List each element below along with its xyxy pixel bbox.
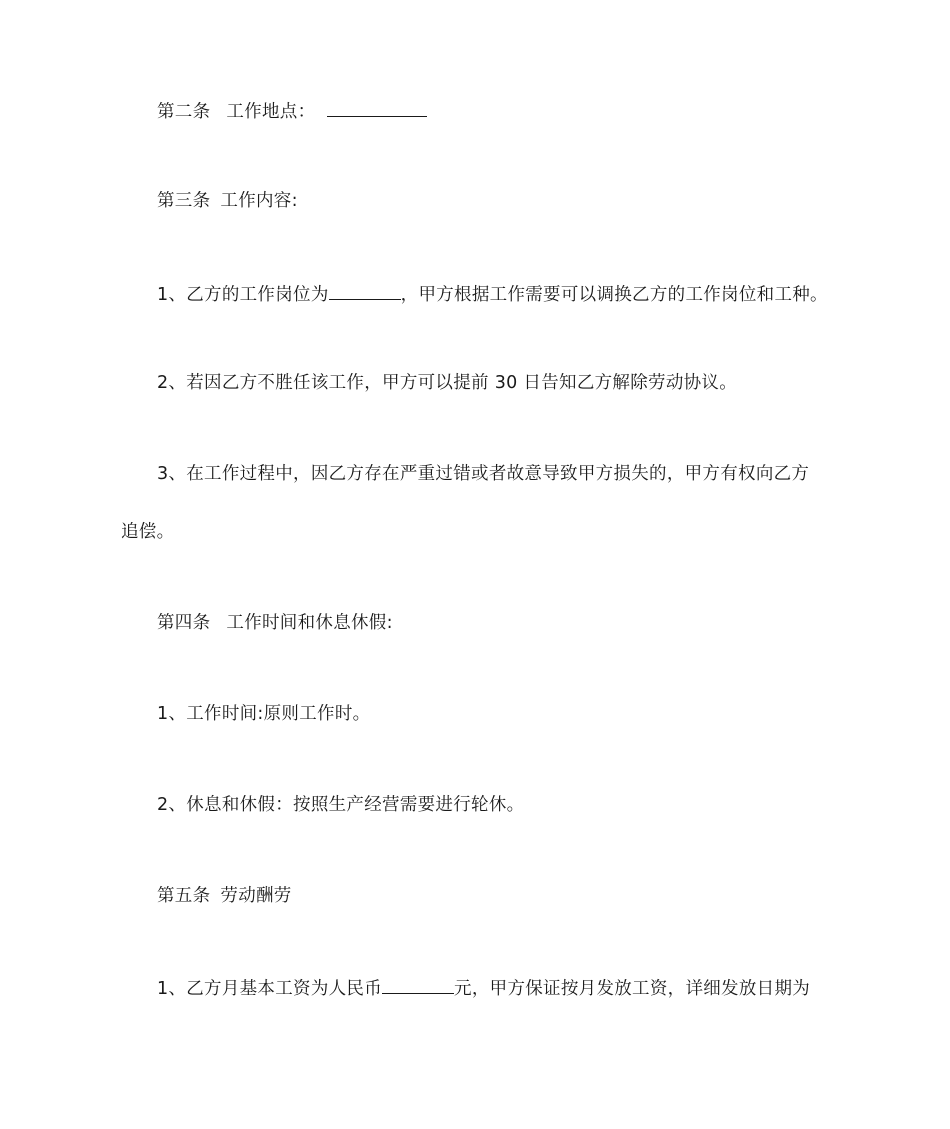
article-5-heading: 第五条: [157, 886, 211, 906]
article-4-item-2: [157, 793, 524, 817]
article-3-item-3-line-1: [157, 462, 809, 486]
article-5-item-1-post: 元，甲方保证按月发放工资，详细发放日期为: [454, 979, 811, 999]
article-2-line: [157, 98, 427, 124]
article-4-item-1-text: 1、工作时间:原则工作时。: [157, 704, 371, 724]
monthly-salary-blank: [382, 975, 454, 994]
article-3-item-3-text-2: 追偿。: [121, 522, 175, 542]
article-3-title: 工作内容:: [220, 191, 298, 211]
article-3-item-1-post: ，甲方根据工作需要可以调换乙方的工作岗位和工种。: [400, 285, 828, 305]
article-3-item-2: [157, 371, 737, 395]
work-location-blank: [327, 98, 427, 117]
job-position-blank: [329, 281, 401, 300]
article-5-title: 劳动酬劳: [220, 886, 292, 906]
article-4-item-2-text: 2、休息和休假：按照生产经营需要进行轮休。: [157, 795, 525, 815]
article-3-item-1-pre: 1、乙方的工作岗位为: [157, 285, 329, 305]
article-5-item-1: [157, 975, 810, 1001]
article-3-line: [157, 189, 298, 213]
article-3-item-2-text: 2、若因乙方不胜任该工作，甲方可以提前 30 日告知乙方解除劳动协议。: [157, 373, 738, 393]
article-3-heading: 第三条: [157, 191, 211, 211]
article-4-item-1: [157, 702, 370, 726]
article-5-item-1-pre: 1、乙方月基本工资为人民币: [157, 979, 383, 999]
article-3-item-1: [157, 281, 828, 307]
article-3-item-3-line-2: [121, 520, 174, 544]
article-5-line: [157, 884, 292, 908]
article-4-title: 工作时间和休息休假:: [226, 613, 393, 633]
article-4-line: [157, 611, 393, 635]
article-2-title: 工作地点：: [226, 102, 316, 122]
article-4-heading: 第四条: [157, 613, 211, 633]
article-2-heading: 第二条: [157, 102, 211, 122]
article-3-item-3-text-1: 3、在工作过程中，因乙方存在严重过错或者故意导致甲方损失的，甲方有权向乙方: [157, 464, 810, 484]
